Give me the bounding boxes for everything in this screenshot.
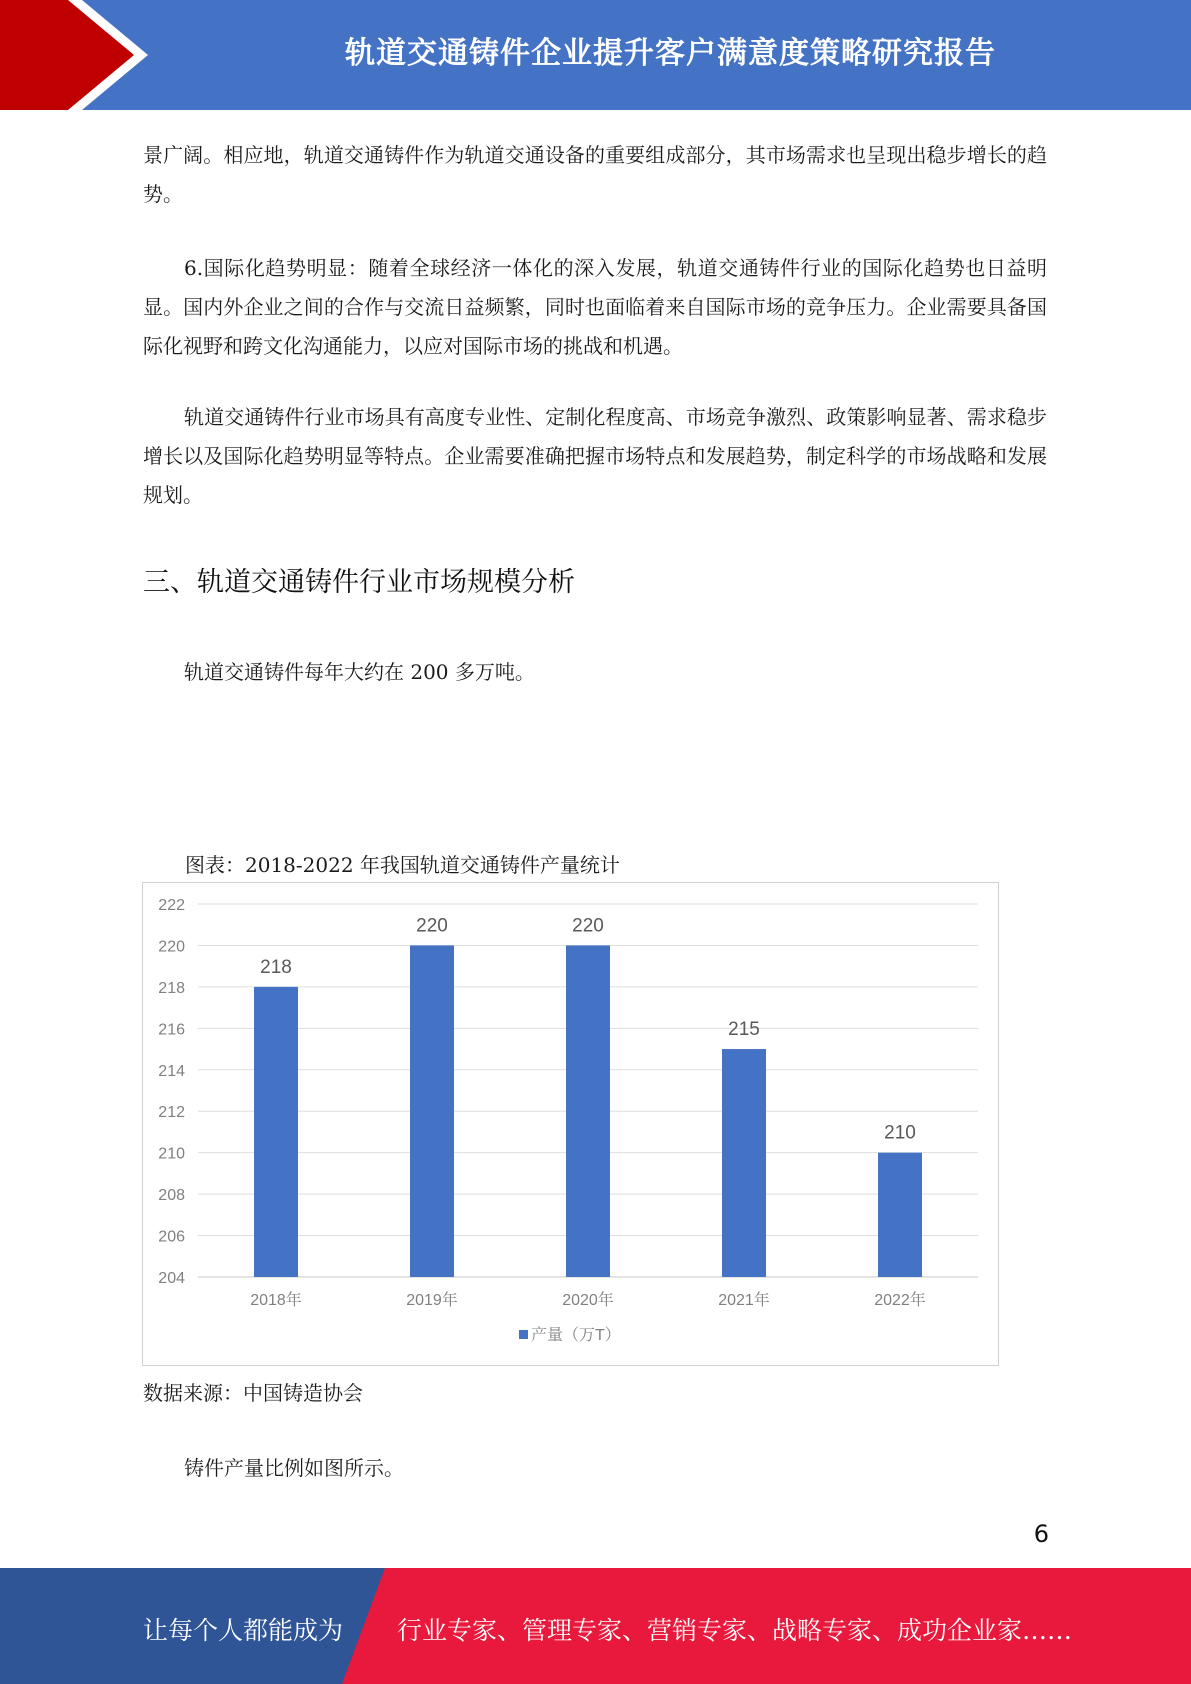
footer-slogan-left: 让每个人都能成为 xyxy=(143,1616,344,1645)
paragraph-internationalization: 6.国际化趋势明显：随着全球经济一体化的深入发展，轨道交通铸件行业的国际化趋势也日益明显。国内外企业之间的合作与交流日益频繁，同时也面临着来自国际市场的竞争压力。企业需要具备国际化视野和跨文化沟通能力，以应对国际市场的挑战和机遇。 xyxy=(143,256,1047,358)
intro-paragraph: 轨道交通铸件每年大约在 200 多万吨。 xyxy=(184,660,535,684)
data-label: 220 xyxy=(416,915,448,937)
legend-swatch xyxy=(519,1330,528,1339)
y-tick-label: 210 xyxy=(158,1145,185,1163)
y-tick-label: 208 xyxy=(158,1187,185,1205)
x-tick-label: 2022年 xyxy=(874,1292,926,1309)
bar-2021年 xyxy=(722,1049,766,1277)
bar-chart xyxy=(142,882,999,1366)
x-tick-label: 2019年 xyxy=(406,1292,458,1309)
y-tick-label: 204 xyxy=(158,1270,185,1287)
bar-2018年 xyxy=(254,987,298,1277)
y-tick-label: 212 xyxy=(158,1104,185,1122)
x-tick-label: 2021年 xyxy=(718,1292,770,1309)
bar-2019年 xyxy=(410,945,454,1277)
data-label: 215 xyxy=(728,1019,760,1041)
data-label: 218 xyxy=(260,956,292,978)
page-number: 6 xyxy=(1033,1520,1049,1548)
closing-paragraph: 铸件产量比例如图所示。 xyxy=(184,1456,404,1480)
paragraph-summary: 轨道交通铸件行业市场具有高度专业性、定制化程度高、市场竞争激烈、政策影响显著、需求稳步增长以及国际化趋势明显等特点。企业需要准确把握市场特点和发展趋势，制定科学的市场战略和发展规划。 xyxy=(143,405,1047,507)
x-tick-label: 2018年 xyxy=(250,1292,302,1309)
footer-slogan-right: 行业专家、管理专家、营销专家、战略专家、成功企业家…… xyxy=(397,1616,1073,1645)
section-heading: 三、轨道交通铸件行业市场规模分析 xyxy=(143,567,575,598)
page-header xyxy=(0,0,1191,110)
x-tick-label: 2020年 xyxy=(562,1292,614,1309)
y-tick-label: 214 xyxy=(158,1062,185,1080)
chart-caption: 图表：2018-2022 年我国轨道交通铸件产量统计 xyxy=(185,853,620,877)
legend-label: 产量（万T） xyxy=(531,1327,621,1344)
data-label: 220 xyxy=(572,915,604,937)
data-source: 数据来源：中国铸造协会 xyxy=(143,1381,363,1405)
report-title: 轨道交通铸件企业提升客户满意度策略研究报告 xyxy=(345,36,996,71)
y-tick-label: 206 xyxy=(158,1228,185,1246)
page-footer xyxy=(0,1568,1191,1684)
bar-2020年 xyxy=(566,945,610,1277)
y-tick-label: 220 xyxy=(158,938,185,956)
bar-chart-svg xyxy=(143,883,1000,1367)
y-tick-label: 218 xyxy=(158,979,185,997)
y-tick-label: 222 xyxy=(158,897,185,914)
paragraph-continuation: 景广阔。相应地，轨道交通铸件作为轨道交通设备的重要组成部分，其市场需求也呈现出稳步增长的趋势。 xyxy=(143,143,1047,206)
bar-2022年 xyxy=(878,1153,922,1277)
data-label: 210 xyxy=(884,1122,916,1144)
y-tick-label: 216 xyxy=(158,1021,185,1039)
